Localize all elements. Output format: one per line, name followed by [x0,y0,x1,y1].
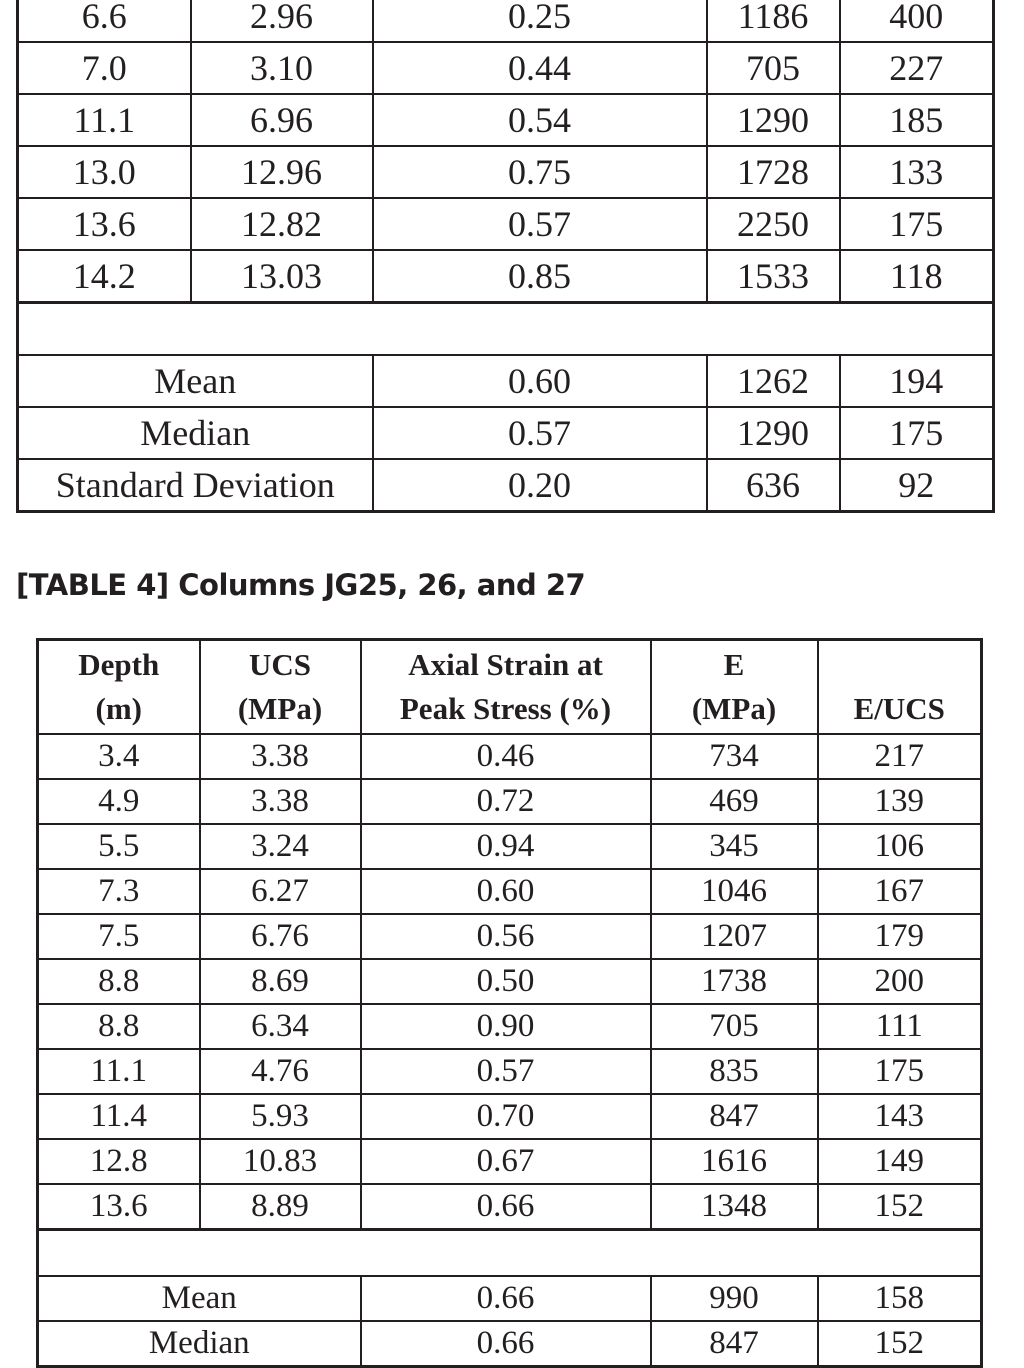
ratio-cell: 227 [840,42,994,94]
ratio-cell: 179 [818,914,982,959]
summary-label: Standard Deviation [18,459,373,512]
depth-cell: 4.9 [38,779,200,824]
strain-cell: 0.44 [373,42,707,94]
modulus-cell: 1046 [651,869,818,914]
modulus-cell: 1290 [707,407,840,459]
header-line: E/UCS [853,691,945,726]
depth-cell: 13.6 [38,1184,200,1230]
ratio-cell: 217 [818,734,982,779]
ratio-cell: 175 [840,198,994,250]
strain-cell: 0.20 [373,459,707,512]
strain-cell: 0.57 [373,407,707,459]
table-row [38,869,982,914]
summary-row-median [18,407,994,459]
ratio-cell: 106 [818,824,982,869]
modulus-cell: 1262 [707,355,840,407]
header-line: Axial Strain at [408,647,603,682]
strain-cell: 0.67 [361,1139,651,1184]
modulus-cell: 1728 [707,146,840,198]
ratio-cell: 175 [818,1049,982,1094]
table-row [38,1139,982,1184]
spacer-cell [38,1230,982,1277]
header-modulus [651,640,818,735]
depth-cell: 3.4 [38,734,200,779]
ratio-cell: 185 [840,94,994,146]
modulus-cell: 1207 [651,914,818,959]
strain-cell: 0.60 [361,869,651,914]
ratio-cell: 194 [840,355,994,407]
ucs-cell: 3.24 [200,824,361,869]
modulus-cell: 705 [707,42,840,94]
depth-cell: 12.8 [38,1139,200,1184]
modulus-cell: 1290 [707,94,840,146]
strain-cell: 0.54 [373,94,707,146]
ratio-cell: 149 [818,1139,982,1184]
ucs-cell: 6.27 [200,869,361,914]
table-row [38,914,982,959]
depth-cell: 5.5 [38,824,200,869]
depth-cell: 7.0 [18,42,191,94]
header-line: Peak Stress (%) [399,691,612,726]
strain-cell: 0.85 [373,250,707,303]
table-row [38,1094,982,1139]
modulus-cell: 1533 [707,250,840,303]
modulus-cell: 1348 [651,1184,818,1230]
depth-cell: 7.3 [38,869,200,914]
ratio-cell: 111 [818,1004,982,1049]
summary-row-mean [18,355,994,407]
table-row [38,1049,982,1094]
strain-cell: 0.50 [361,959,651,1004]
strain-cell: 0.25 [373,0,707,42]
strain-cell: 0.66 [361,1276,651,1321]
depth-cell: 11.1 [38,1049,200,1094]
table-row [38,1004,982,1049]
ucs-cell: 3.38 [200,734,361,779]
strain-cell: 0.94 [361,824,651,869]
ratio-cell: 167 [818,869,982,914]
table-row [38,959,982,1004]
ratio-cell: 158 [818,1276,982,1321]
summary-row-median [38,1321,982,1367]
strain-cell: 0.57 [361,1049,651,1094]
ratio-cell: 118 [840,250,994,303]
strain-cell: 0.75 [373,146,707,198]
ucs-cell: 3.10 [191,42,373,94]
depth-cell: 8.8 [38,1004,200,1049]
table-row [38,779,982,824]
ucs-cell: 8.89 [200,1184,361,1230]
ratio-cell: 139 [818,779,982,824]
depth-cell: 13.6 [18,198,191,250]
ucs-cell: 8.69 [200,959,361,1004]
header-line: E [723,647,745,682]
table-header-row [38,640,982,735]
modulus-cell: 636 [707,459,840,512]
table-4 [36,638,983,1368]
summary-label: Median [18,407,373,459]
ratio-cell: 143 [818,1094,982,1139]
header-depth [38,640,200,735]
ratio-cell: 152 [818,1184,982,1230]
spacer-row [18,303,994,356]
modulus-cell: 847 [651,1094,818,1139]
ratio-cell: 92 [840,459,994,512]
strain-cell: 0.66 [361,1321,651,1367]
ucs-cell: 12.82 [191,198,373,250]
ratio-cell: 400 [840,0,994,42]
ucs-cell: 5.93 [200,1094,361,1139]
spacer-row [38,1230,982,1277]
table-3 [16,0,995,513]
modulus-cell: 1186 [707,0,840,42]
strain-cell: 0.46 [361,734,651,779]
depth-cell: 11.4 [38,1094,200,1139]
ucs-cell: 13.03 [191,250,373,303]
ratio-cell: 133 [840,146,994,198]
summary-row-standard-deviation [18,459,994,512]
table-row [38,824,982,869]
ucs-cell: 6.76 [200,914,361,959]
summary-label: Mean [18,355,373,407]
table-row [38,734,982,779]
depth-cell: 7.5 [38,914,200,959]
table-row [18,250,994,303]
depth-cell: 6.6 [18,0,191,42]
ucs-cell: 10.83 [200,1139,361,1184]
ucs-cell: 3.38 [200,779,361,824]
modulus-cell: 1616 [651,1139,818,1184]
summary-label: Mean [38,1276,361,1321]
ucs-cell: 4.76 [200,1049,361,1094]
spacer-cell [18,303,994,356]
header-line: (MPa) [237,691,323,726]
strain-cell: 0.56 [361,914,651,959]
header-line: (m) [95,691,142,726]
table-row [18,198,994,250]
ucs-cell: 6.96 [191,94,373,146]
table-row [38,1184,982,1230]
modulus-cell: 469 [651,779,818,824]
summary-label: Median [38,1321,361,1367]
strain-cell: 0.90 [361,1004,651,1049]
header-line: (MPa) [691,691,777,726]
strain-cell: 0.66 [361,1184,651,1230]
ratio-cell: 200 [818,959,982,1004]
depth-cell: 11.1 [18,94,191,146]
depth-cell: 13.0 [18,146,191,198]
ratio-cell: 175 [840,407,994,459]
ucs-cell: 2.96 [191,0,373,42]
modulus-cell: 1738 [651,959,818,1004]
summary-row-mean [38,1276,982,1321]
header-e-ucs [818,640,982,735]
modulus-cell: 2250 [707,198,840,250]
strain-cell: 0.60 [373,355,707,407]
header-line: UCS [248,647,311,682]
table-row [18,0,994,42]
modulus-cell: 847 [651,1321,818,1367]
modulus-cell: 734 [651,734,818,779]
depth-cell: 8.8 [38,959,200,1004]
table-row [18,42,994,94]
header-axial-strain [361,640,651,735]
strain-cell: 0.72 [361,779,651,824]
header-line: Depth [78,647,160,682]
ratio-cell: 152 [818,1321,982,1367]
ucs-cell: 12.96 [191,146,373,198]
modulus-cell: 835 [651,1049,818,1094]
table-row [18,94,994,146]
modulus-cell: 345 [651,824,818,869]
strain-cell: 0.70 [361,1094,651,1139]
table-4-title: [TABLE 4] Columns JG25, 26, and 27 [16,568,586,602]
depth-cell: 14.2 [18,250,191,303]
modulus-cell: 705 [651,1004,818,1049]
strain-cell: 0.57 [373,198,707,250]
header-ucs [200,640,361,735]
ucs-cell: 6.34 [200,1004,361,1049]
table-row [18,146,994,198]
modulus-cell: 990 [651,1276,818,1321]
